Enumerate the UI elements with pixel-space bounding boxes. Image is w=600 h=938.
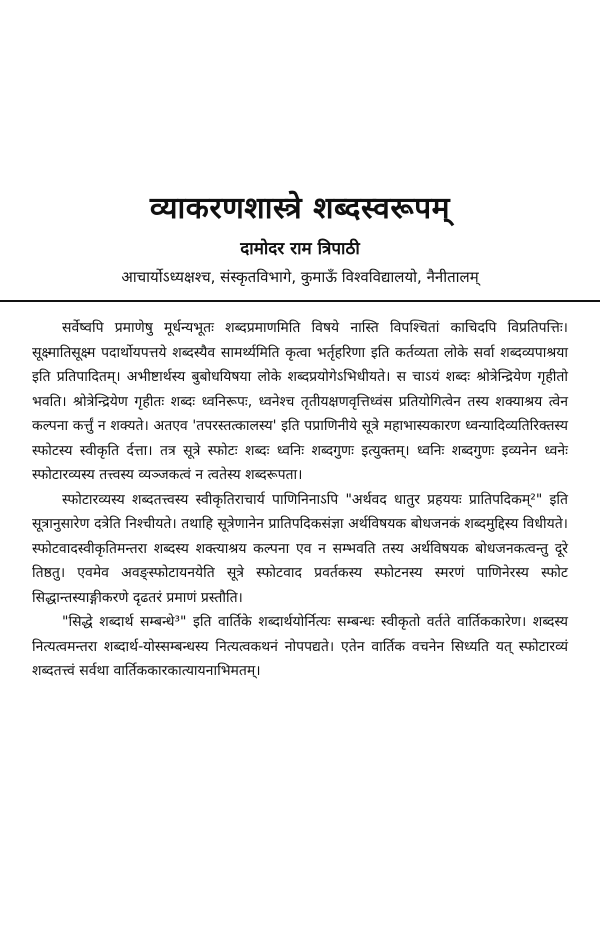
author-name: दामोदर राम त्रिपाठी (240, 239, 360, 259)
paragraph-3: "सिद्धे शब्दार्थ सम्बन्धे³" इति वार्तिके शब्दार्थयोर्नित्यः सम्बन्धः स्वीकृतो वर्तते वार्तिककारेण। शब्दस्य नित्यत्वमन्तरा शब्दार्थ-योस्सम्बन्धस्य नित्यत्वकथनं नोपपद्यते। एतेन वार्तिक वचनेन सिध्यति यत् स्फोटारव्यं शब्दतत्त्वं सर्वथा वार्तिककारकात्यायनाभिमतम्। (32, 614, 568, 679)
header-divider (0, 300, 600, 302)
article-body (32, 316, 568, 684)
paragraph-2: स्फोटारव्यस्य शब्दतत्त्वस्य स्वीकृतिराचार्य पाणिनिनाऽपि "अर्थवद धातुर प्रहययः प्रातिपदिकम्²" इति सूत्रानुसारेण दत्रेति निश्चीयते। तथाहि सूत्रेणानेन प्रातिपदिकसंज्ञा अर्थविषयक बोधजनकं शब्दमुद्दिस्य विधीयते। स्फोटवादस्वीकृतिमन्तरा शब्दस्य शक्त्याश्रय कल्पना एव न सम्भवति तस्य अर्थविषयक बोधजनकत्वन्तु दूरे तिष्ठतु। एवमेव अवङ्स्फोटायनयेति सूत्रे स्फोटवाद प्रवर्तकस्य स्फोटनस्य स्मरणं पाणिनेरस्य स्फोट सिद्धान्तस्याङ्गीकरणे दृढतरं प्रमाणं प्रस्तौति। (32, 491, 568, 606)
paragraph-1: सर्वेष्वपि प्रमाणेषु मूर्धन्यभूतः शब्दप्रमाणमिति विषये नास्ति विपश्चितां काचिदपि विप्रतिपत्तिः। सूक्ष्मातिसूक्ष्म पदार्थोयपत्तये शब्दस्यैव सामर्थ्यमिति कृत्वा भर्तृहरिणा इति कर्तव्यता लोके सर्वा शब्दव्यपाश्रया इति प्रतिपादितम्। अभीष्टार्थस्य बुबोधयिषया लोके शब्दप्रयोगेऽभिधीयते। स चाऽयं शब्दः श्रोत्रेन्द्रियेण गृहीतो भवति। श्रोत्रेन्द्रियेण गृहीतः शब्दः ध्वनिरूपः, ध्वनेश्च तृतीयक्षणवृत्तिध्वंस प्रतियोगित्वेन तस्य शक्याश्रय त्वेन कल्पना कर्त्तुं न शक्यते। अतएव 'तपरस्तत्कालस्य' इति पप्राणिनीये सूत्रे महाभास्यकारण ध्वन्यादिव्यतिरिक्तस्य स्फोटस्य स्वीकृति र्दत्ता। तत्र सूत्रे स्फोटः शब्दः ध्वनिः शब्दगुणः इत्युक्तम्। ध्वनिः शब्दगुणः इव्यनेन ध्वनेः स्फोटारव्यस्य तत्त्वस्य व्यञ्जकत्वं न त्वतेस्य शब्दरूपता। (32, 320, 568, 483)
page-title: व्याकरणशास्त्रे शब्दस्वरूपम् (149, 191, 451, 226)
author-affiliation: आचार्योऽध्यक्षश्च, संस्कृतविभागे, कुमाऊँ विश्वविद्यालयो, नैनीतालम् (121, 268, 479, 286)
